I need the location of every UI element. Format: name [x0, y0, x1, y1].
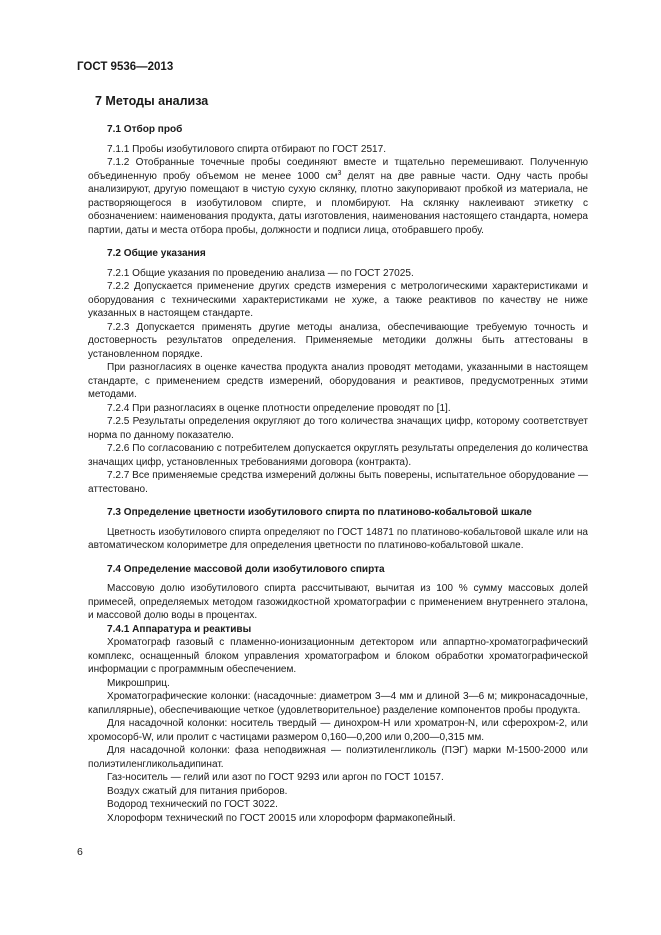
paragraph-columns: Хроматографические колонки: (насадочные: диаметром 3—4 мм и длиной 3—6 м; микронасадочные, капиллярные), обеспечивающие четкое (удовлетворительное) разделение компонентов пробы продукта.: [88, 691, 588, 716]
paragraph-7-2-3: 7.2.3 Допускается применять другие методы анализа, обеспечивающие требуемую точность и достоверность результатов определения. Применяемые методики должны быть аттестованы в установленном порядке.: [88, 321, 588, 360]
paragraph-chromatograph: Хроматограф газовый с пламенно-ионизационным детектором или аппартно-хроматографический комплекс, оснащенный блоком управления хроматографом и блоком обработки хроматографической информации с программным обеспечением.: [88, 637, 588, 675]
paragraph-7-2-1: 7.2.1 Общие указания по проведению анализа — по ГОСТ 27025.: [107, 267, 414, 279]
paragraph-microsyringe: Микрошприц.: [107, 677, 170, 689]
paragraph-7-2-5: 7.2.5 Результаты определения округляют до того количества значащих цифр, которому соответствует норма по данному показателю.: [88, 416, 588, 441]
paragraph-mass-fraction: Массовую долю изобутилового спирта рассчитывают, вычитая из 100 % сумму массовых долей примесей, определяемых методом газожидкостной хроматографии с применением внутреннего эталона, и массовой долю воды в процентах.: [88, 583, 588, 621]
paragraph-hydrogen: Водород технический по ГОСТ 3022.: [107, 799, 278, 810]
document-header: ГОСТ 9536—2013: [77, 61, 174, 73]
document-body: [88, 94, 588, 825]
subsection-title-7-4-1: 7.4.1 Аппаратура и реактивы: [107, 623, 252, 635]
paragraph-color: Цветность изобутилового спирта определяют по ГОСТ 14871 по платиново-кобальтовой шкале или на автоматическом колориметре для определения цветности по платиново-кобальтовой шкале.: [88, 526, 588, 551]
paragraph-7-2-2: 7.2.2 Допускается применение других средств измерения с метрологическими характеристиками и оборудования с техническими характеристиками не хуже, а также реактивов по качеству не ниже указанных в настоящем стандарте.: [88, 281, 588, 319]
paragraph-7-1-2: 7.1.2 Отобранные точечные пробы соединяют вместе и тщательно перемешивают. Полученную объединенную пробу объемом не менее 1000 $см^3$ делят на две равные части. Одну часть пробы анализируют, другую помещают в чистую сухую склянку, плотно закупоривают пробкой из материала, не растворяющегося в изобутиловом спирте, и пломбируют. На склянку наклеивают этикетку с обозначением: наименования продукта, даты изготовления, наименования настоящего стандарта, номера партии, даты и места отбора пробы, должности и подписи лица, отобравшего пробу.: [88, 157, 588, 236]
paragraph-7-2-6: 7.2.6 По согласованию с потребителем допускается округлять результаты определения до количества значащих цифр, установленных требованиями договора (контракта).: [88, 443, 588, 468]
paragraph-disagreement: При разногласиях в оценке качества продукта анализ проводят методами, указанными в настоящем стандарте, с применением средств измерений, оборудования и реактивов, предусмотренных этими методами.: [88, 362, 588, 400]
subsection-title-7-4: 7.4 Определение массовой доли изобутилового спирта: [107, 563, 385, 575]
paragraph-stationary-phase: Для насадочной колонки: фаза неподвижная — полиэтиленгликоль (ПЭГ) марки М-1500-2000 или полиэтиленгликольадипинат.: [88, 745, 588, 770]
paragraph-chloroform: Хлороформ технический по ГОСТ 20015 или хлороформ фармакопейный.: [107, 812, 456, 824]
section-title: 7 Методы анализа: [95, 94, 209, 108]
subsection-title-7-3: 7.3 Определение цветности изобутилового спирта по платиново-кобальтовой шкале: [107, 507, 532, 518]
paragraph-7-1-1: 7.1.1 Пробы изобутилового спирта отбирают по ГОСТ 2517.: [107, 143, 386, 155]
paragraph-compressed-air: Воздух сжатый для питания приборов.: [107, 785, 288, 797]
paragraph-solid-carrier: Для насадочной колонки: носитель твердый — динохром-Н или хроматрон-N, или сферохром-2, или хромосорб-W, или пролит с частицами размером 0,160—0,200 или 0,200—0,315 мм.: [88, 718, 588, 743]
paragraph-carrier-gas: Газ-носитель — гелий или азот по ГОСТ 9293 или аргон по ГОСТ 10157.: [107, 772, 444, 783]
paragraph-7-2-7: 7.2.7 Все применяемые средства измерений должны быть поверены, испытательное оборудование — аттестовано.: [88, 470, 588, 495]
subsection-title-7-1: 7.1 Отбор проб: [107, 124, 183, 135]
paragraph-7-2-4: 7.2.4 При разногласиях в оценке плотности определение проводят по [1].: [107, 402, 451, 414]
subsection-title-7-2: 7.2 Общие указания: [107, 248, 206, 259]
page-number: 6: [77, 846, 83, 858]
